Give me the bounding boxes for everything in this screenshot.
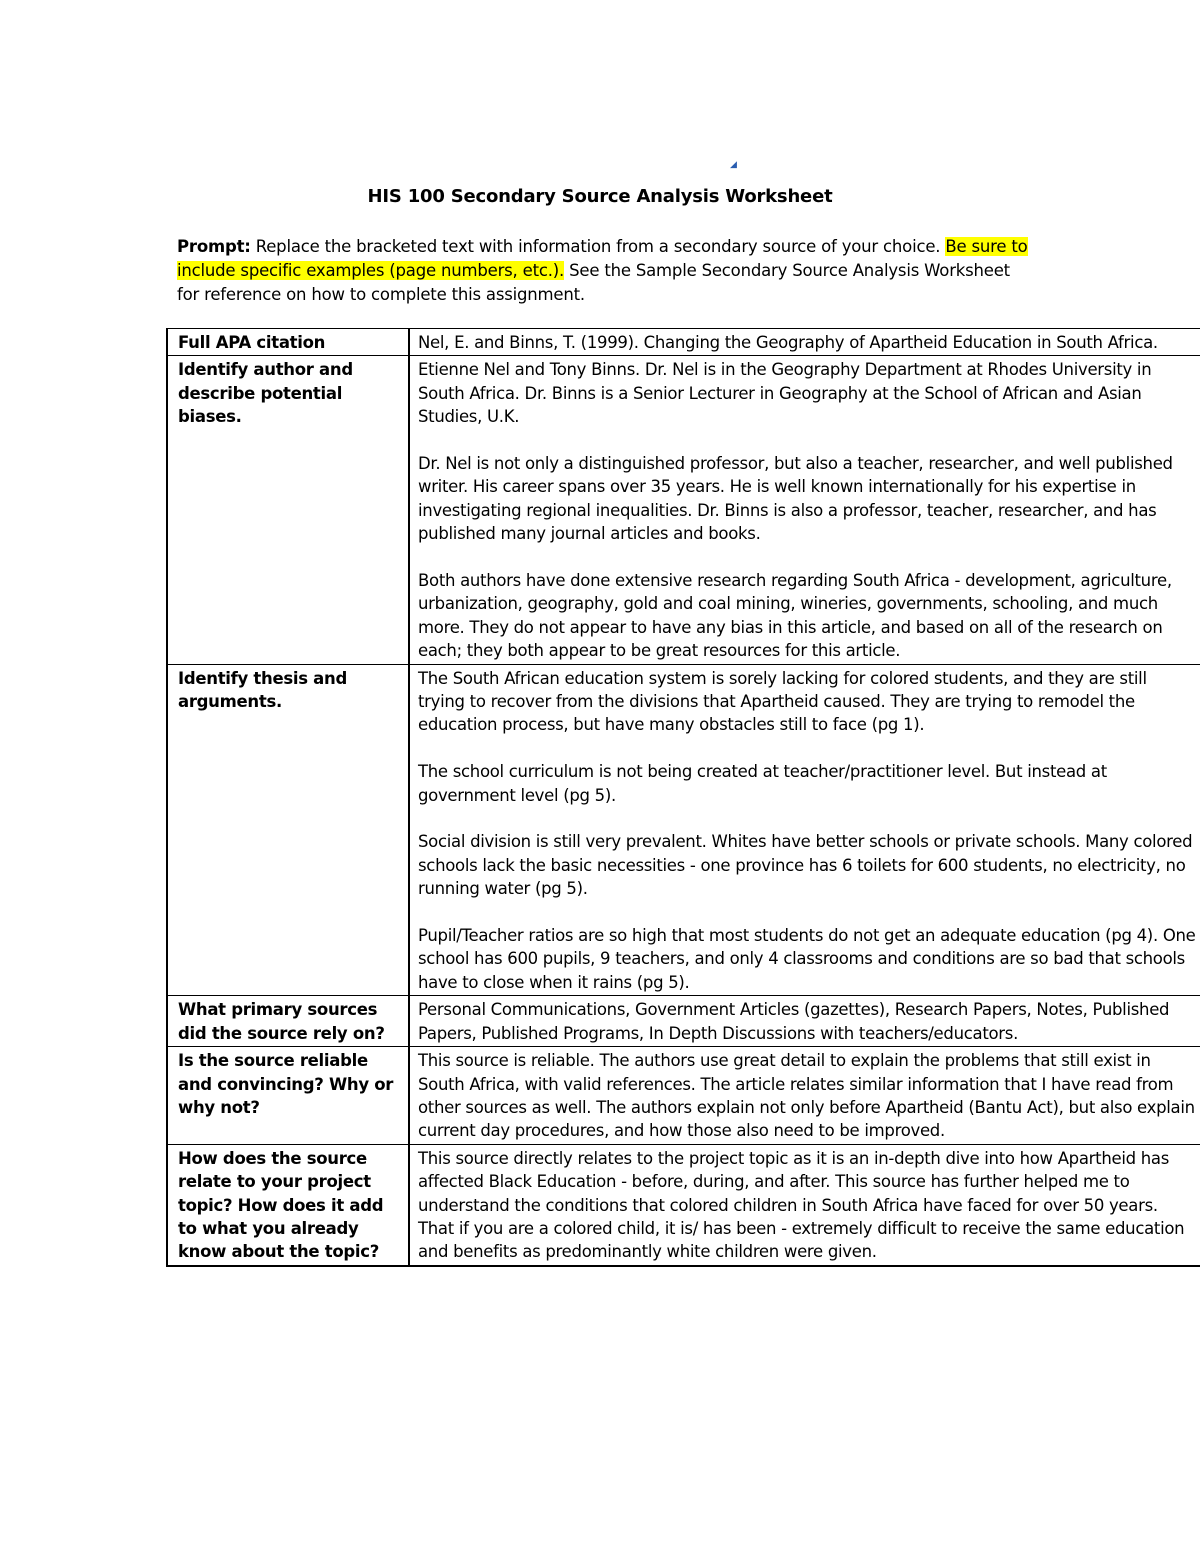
answer-cell[interactable]	[409, 356, 1200, 664]
answer-paragraph: Dr. Nel is not only a distinguished professor, but also a teacher, researcher, and well published writer. His career spans over 35 years. He is well known internationally for his expertise in investigating regional inequalities. Dr. Binns is also a professor, teacher, researcher, and has published many journal articles and books.	[418, 454, 1173, 544]
table-row	[167, 356, 1200, 664]
answer-paragraph: Etienne Nel and Tony Binns. Dr. Nel is in the Geography Department at Rhodes University in South Africa. Dr. Binns is a Senior Lecturer in Geography at the School of African and Asian Studies, U.K.	[418, 360, 1152, 427]
question-cell: Is the source reliable and convincing? Why or why not?	[167, 1047, 409, 1145]
answer-paragraph: Pupil/Teacher ratios are so high that most students do not get an adequate education (pg 4). One school has 600 pupils, 9 teachers, and only 4 classrooms and conditions are so bad that schools have to close when it rains (pg 5).	[418, 926, 1196, 992]
answer-cell[interactable]	[409, 996, 1200, 1047]
table-row	[167, 1047, 1200, 1145]
prompt-label: Prompt:	[177, 237, 251, 256]
answer-cell[interactable]	[409, 664, 1200, 996]
answer-paragraph: Personal Communications, Government Articles (gazettes), Research Papers, Notes, Published Papers, Published Programs, In Depth Discussions with teachers/educators.	[418, 1000, 1170, 1043]
prompt-text-after: See the Sample Secondary Source Analysis Worksheet for reference on how to complete this assignment.	[177, 261, 1010, 304]
answer-paragraph: This source is reliable. The authors use great detail to explain the problems that still exist in South Africa, with valid references. The article relates similar information that I have read from other sources as well. The authors explain not only before Apartheid (Bantu Act), but also explain current day procedures, and how those also need to be improved.	[418, 1051, 1195, 1141]
question-cell: What primary sources did the source rely on?	[167, 996, 409, 1047]
answer-paragraph: Both authors have done extensive research regarding South Africa - development, agriculture, urbanization, geography, gold and coal mining, wineries, governments, schooling, and much more. They do not appear to have any bias in this article, and based on all of the research on each; they both appear to be great resources for this article.	[418, 571, 1172, 661]
question-cell: Identify thesis and arguments.	[167, 664, 409, 996]
prompt-highlight: Be sure to include specific examples (page numbers, etc.).	[177, 237, 1028, 280]
page-marker-icon: ◢	[730, 160, 737, 170]
answer-paragraph: Nel, E. and Binns, T. (1999). Changing the Geography of Apartheid Education in South Africa.	[418, 333, 1158, 352]
answer-cell[interactable]	[409, 329, 1200, 356]
question-cell: How does the source relate to your project topic? How does it add to what you already know about the topic?	[167, 1144, 409, 1266]
table-row	[167, 329, 1200, 356]
answer-paragraph: Social division is still very prevalent. Whites have better schools or private schools. Many colored schools lack the basic necessities - one province has 6 toilets for 600 students, no electricity, no running water (pg 5).	[418, 832, 1193, 899]
prompt-text: Replace the bracketed text with information from a secondary source of your choice.	[250, 237, 946, 256]
answer-cell[interactable]	[409, 1047, 1200, 1145]
answer-paragraph: This source directly relates to the project topic as it is an in-depth dive into how Apartheid has affected Black Education - before, during, and after. This source has further helped me to understand the conditions that colored children in South Africa have faced for over 50 years. That if you are a colored child, it is/ has been - extremely difficult to receive the same education and benefits as predominantly white children were given.	[418, 1148, 1185, 1262]
document-title: HIS 100 Secondary Source Analysis Worksheet	[367, 186, 833, 207]
table-row	[167, 996, 1200, 1047]
question-cell: Full APA citation	[167, 329, 409, 356]
prompt-paragraph	[177, 235, 1037, 307]
table-row	[167, 1144, 1200, 1266]
analysis-table	[166, 328, 1200, 1267]
table-row	[167, 664, 1200, 996]
answer-paragraph: The South African education system is sorely lacking for colored students, and they are still trying to recover from the divisions that Apartheid caused. They are trying to remodel the education process, but have many obstacles still to face (pg 1).	[418, 668, 1147, 735]
answer-cell[interactable]	[409, 1144, 1200, 1266]
answer-paragraph: The school curriculum is not being created at teacher/practitioner level. But instead at government level (pg 5).	[418, 762, 1107, 805]
question-cell: Identify author and describe potential biases.	[167, 356, 409, 664]
